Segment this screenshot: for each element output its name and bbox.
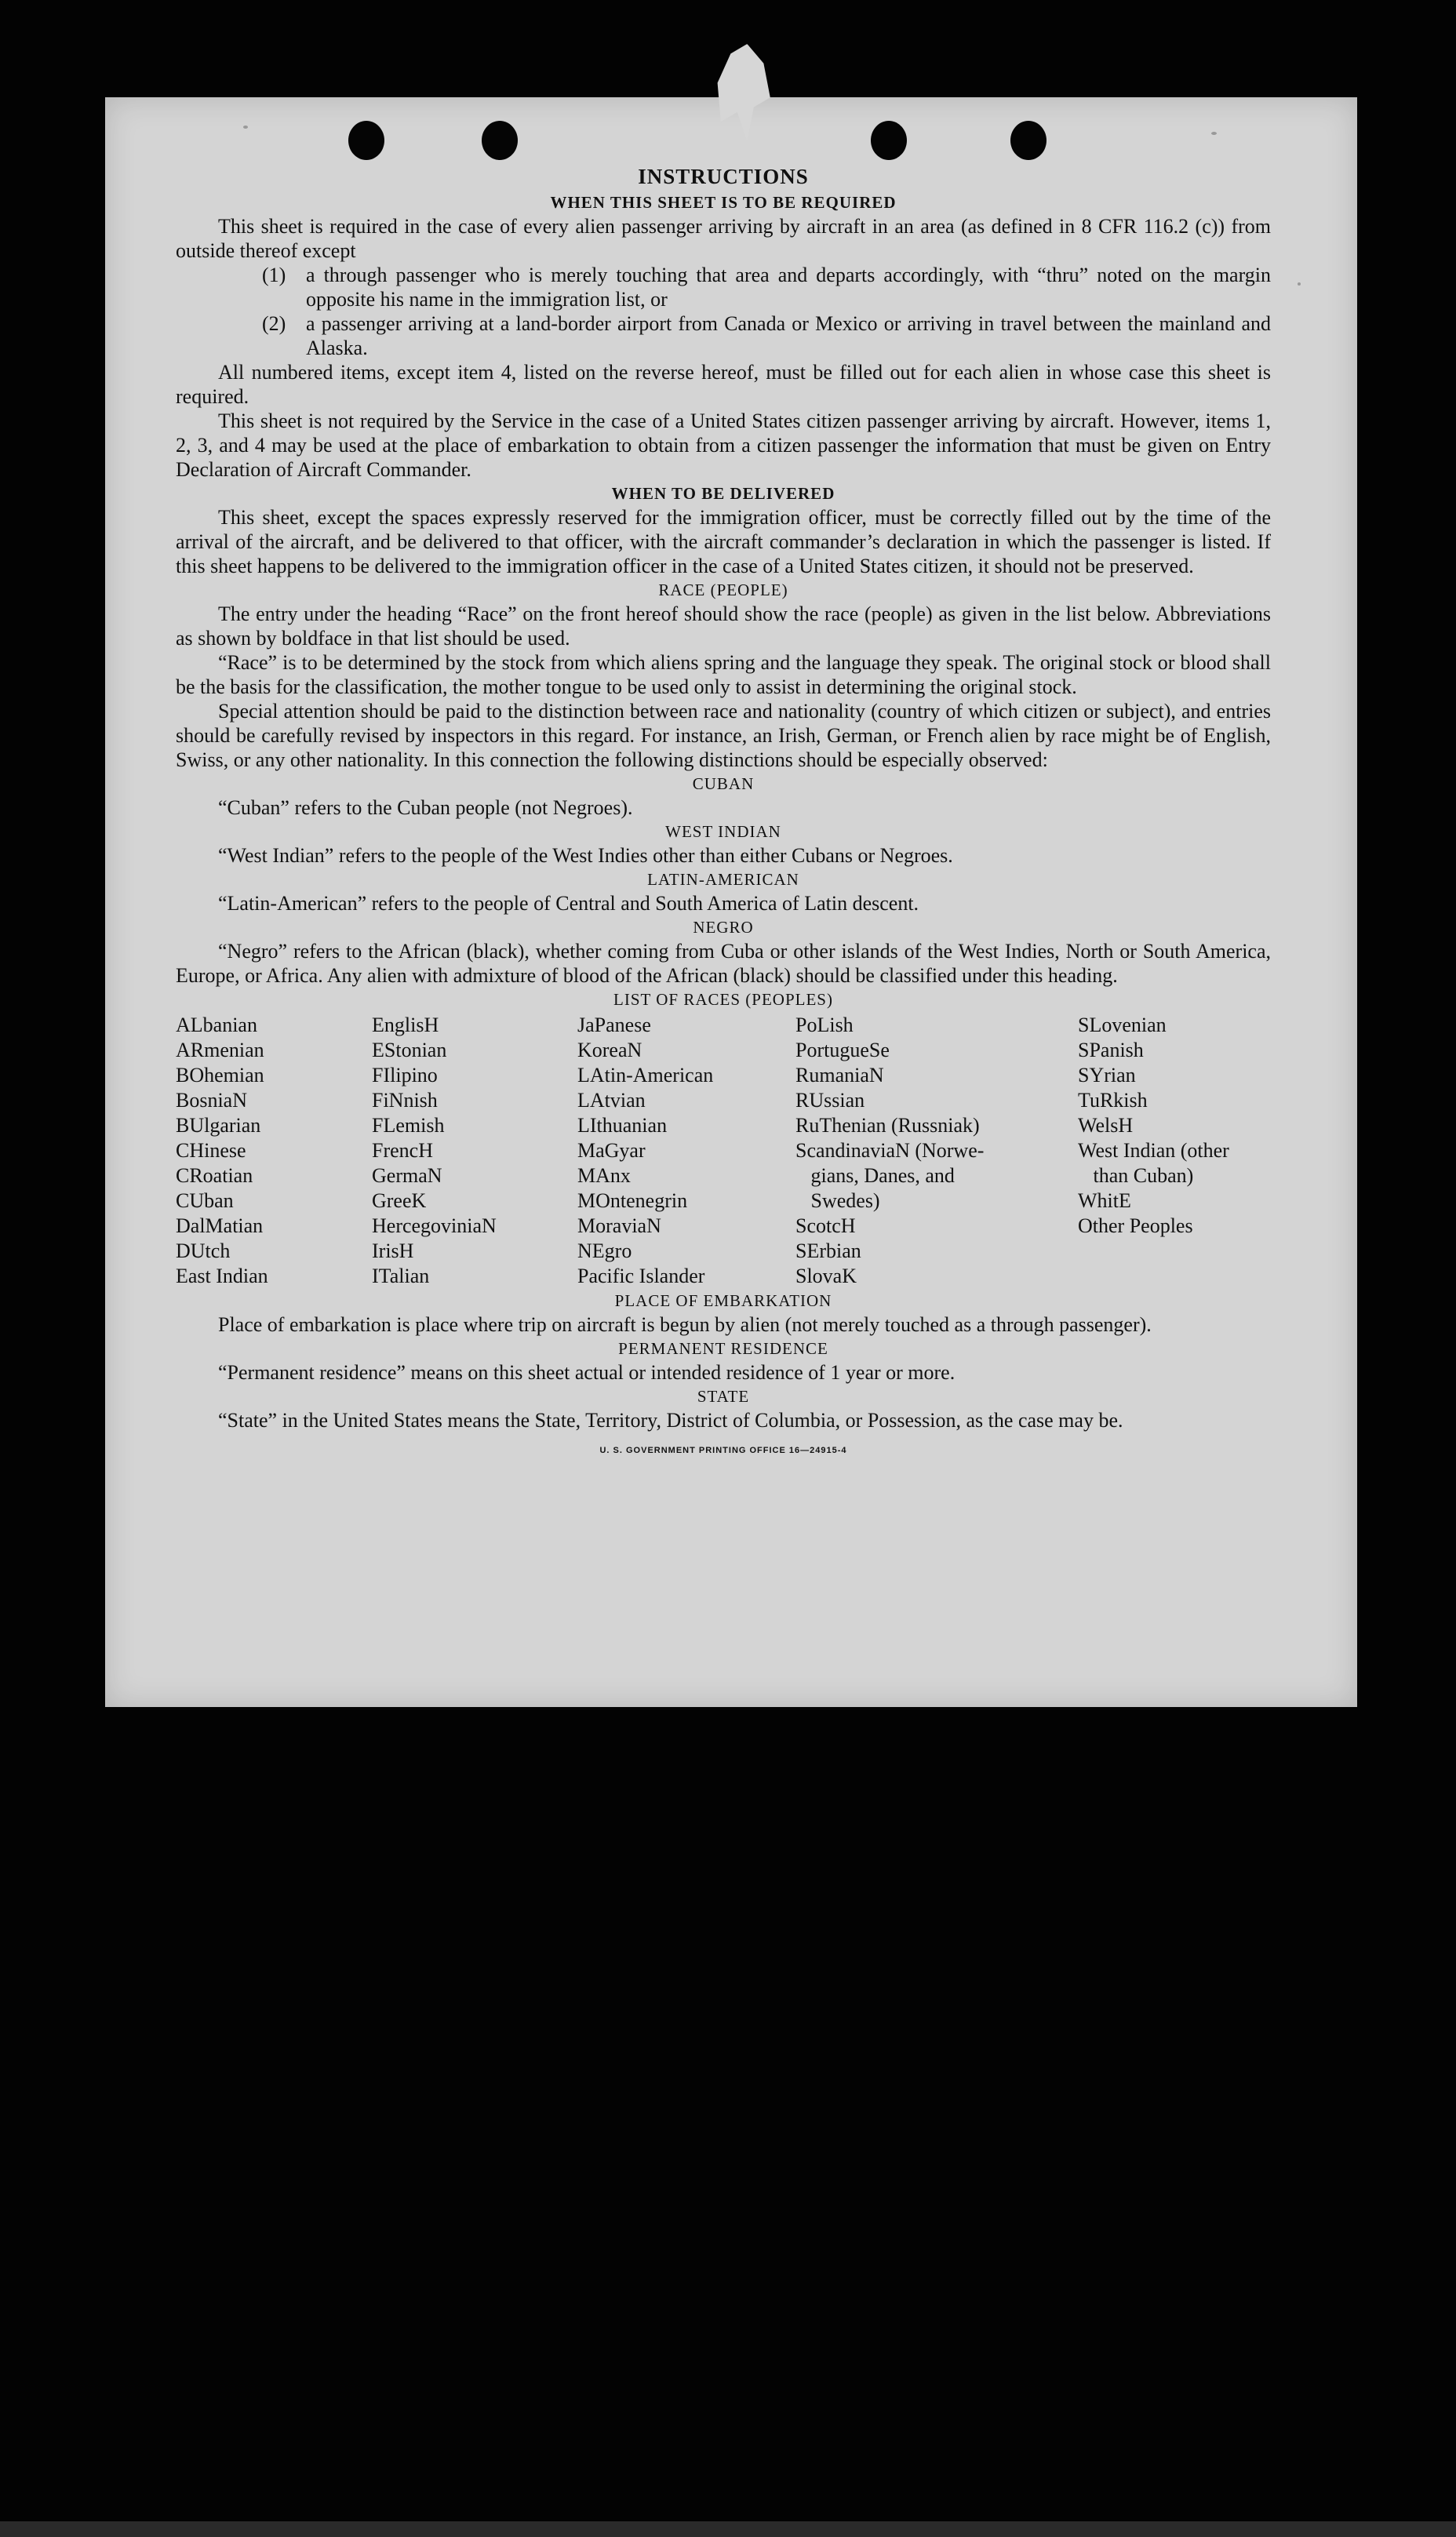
race-entry: DUtch [176,1239,231,1262]
negro-paragraph: “Negro” refers to the African (black), whether coming from Cuba or other islands of the West Indies, North or South America, Europe, or Africa. Any alien with admixture of blood of the African (black) should be classified under this heading. [176,940,1271,987]
race-entry: ScandinaviaN (Norwe- [795,1139,985,1162]
heading-race: RACE (PEOPLE) [658,581,788,599]
race-entry: WelsH [1078,1114,1134,1137]
heading-cuban: CUBAN [692,774,755,793]
numbered-items-paragraph: All numbered items, except item 4, listed on the reverse hereof, must be filled out for each alien in whose case this sheet is required. [176,361,1271,408]
exception-text: a through passenger who is merely touching that area and departs accordingly, with “thru” noted on the margin opposite his name in the immigration list, or [306,264,1271,311]
race-entry: PoLish [795,1014,854,1036]
race-entry: Pacific Islander [577,1265,705,1287]
exception-number: (1) [262,264,286,286]
race-entry: RuThenian (Russniak) [795,1114,980,1137]
race-entry: MAnx [577,1164,631,1187]
latin-american-paragraph: “Latin-American” refers to the people of Central and South America of Latin descent. [218,892,919,915]
race-entry: DalMatian [176,1214,264,1237]
race-entry: CHinese [176,1139,246,1162]
heading-negro: NEGRO [693,918,754,937]
race-entry: East Indian [176,1265,268,1287]
race-entry: BOhemian [176,1064,264,1087]
punch-hole [871,121,907,160]
dust-speck [1298,282,1301,286]
races-column [372,1013,577,1289]
race-entry: FLemish [372,1114,445,1137]
race-entry: NEgro [577,1239,632,1262]
race-paragraph-2: “Race” is to be determined by the stock from which aliens spring and the language they speak. The original stock or blood shall be the basis for the classification, the mother tongue to be used only to assist in determining the original stock. [176,651,1271,698]
race-entry: EnglisH [372,1014,439,1036]
scan-bottom-strip [0,2521,1456,2537]
races-column [176,1013,372,1289]
race-entry: IrisH [372,1239,414,1262]
race-entry: West Indian (other [1078,1139,1229,1162]
embarkation-paragraph: Place of embarkation is place where trip on aircraft is begun by alien (not merely touched as a through passenger). [218,1313,1152,1336]
exception-item [262,311,1271,360]
punch-hole [1010,121,1046,160]
race-entry: GreeK [372,1189,427,1212]
race-entry: MOntenegrin [577,1189,688,1212]
race-entry: WhitE [1078,1189,1131,1212]
race-entry: CRoatian [176,1164,253,1187]
race-entry: SErbian [795,1239,861,1262]
race-entry: MaGyar [577,1139,646,1162]
race-entry: LAtin-American [577,1064,714,1087]
race-entry: than Cuban) [1078,1164,1194,1187]
residence-paragraph: “Permanent residence” means on this sheet actual or intended residence of 1 year or more. [218,1361,956,1384]
citizen-paragraph: This sheet is not required by the Service in the case of a United States citizen passenger arriving by aircraft. However, items 1, 2, 3, and 4 may be used at the place of embarkation to obtain from a citizen passenger the information that must be given on Entry Declaration of Aircraft Commander. [176,409,1271,481]
document-body [176,165,1271,1463]
races-column [577,1013,795,1289]
race-entry: ITalian [372,1265,430,1287]
punch-hole [482,121,518,160]
race-entry: MoraviaN [577,1214,661,1237]
dust-speck [1211,132,1217,135]
dust-speck [243,126,248,129]
race-entry: BUlgarian [176,1114,261,1137]
race-entry: LAtvian [577,1089,646,1112]
race-entry: RUssian [795,1089,865,1112]
races-column [795,1013,1078,1289]
page-title: INSTRUCTIONS [638,165,809,188]
race-entry: ARmenian [176,1039,264,1061]
race-entry: GermaN [372,1164,442,1187]
race-entry: EStonian [372,1039,447,1061]
race-paragraph-1: The entry under the heading “Race” on the front hereof should show the race (people) as given in the list below. Abbreviations as shown by boldface in that list should be used. [176,602,1271,650]
heading-state: STATE [697,1387,750,1406]
race-entry: LIthuanian [577,1114,668,1137]
race-entry: SPanish [1078,1039,1144,1061]
race-entry: HercegoviniaN [372,1214,497,1237]
race-entry: ScotcH [795,1214,856,1237]
exception-item [262,263,1271,311]
printing-office-imprint: U. S. GOVERNMENT PRINTING OFFICE 16—24915-4 [599,1446,847,1455]
delivery-paragraph: This sheet, except the spaces expressly reserved for the immigration officer, must be correctly filled out by the time of the arrival of the aircraft, and be delivered to that officer, with the aircraft commander’s declaration in which the passenger is listed. If this sheet happens to be delivered to the immigration officer in the case of a United States citizen, it should not be preserved. [176,506,1271,577]
west-indian-paragraph: “West Indian” refers to the people of the West Indies other than either Cubans or Negroes. [218,844,953,867]
punch-hole [348,121,384,160]
heading-embarkation: PLACE OF EMBARKATION [614,1291,832,1310]
race-entry: JaPanese [577,1014,651,1036]
race-entry: BosniaN [176,1089,247,1112]
race-entry: SLovenian [1078,1014,1167,1036]
race-entry: FIlipino [372,1064,438,1087]
race-entry: Swedes) [795,1189,880,1212]
when-required-intro: This sheet is required in the case of every alien passenger arriving by aircraft in an area (as defined in 8 CFR 116.2 (c)) from outside thereof except [176,215,1271,262]
race-entry: TuRkish [1078,1089,1148,1112]
race-entry: Other Peoples [1078,1214,1193,1237]
heading-west-indian: WEST INDIAN [665,822,781,841]
cuban-paragraph: “Cuban” refers to the Cuban people (not Negroes). [218,796,633,819]
heading-permanent-residence: PERMANENT RESIDENCE [618,1339,828,1358]
race-entry: FrencH [372,1139,433,1162]
exception-number: (2) [262,312,286,335]
race-entry: FiNnish [372,1089,438,1112]
race-entry: ALbanian [176,1014,257,1036]
race-entry: SYrian [1078,1064,1136,1087]
races-column [1078,1013,1271,1289]
exception-text: a passenger arriving at a land-border airport from Canada or Mexico or arriving in travel between the mainland and Alaska. [306,312,1271,359]
race-entry: RumaniaN [795,1064,884,1087]
state-paragraph: “State” in the United States means the State, Territory, District of Columbia, or Possession, as the case may be. [218,1409,1123,1432]
race-entry: gians, Danes, and [795,1164,955,1187]
heading-when-required: WHEN THIS SHEET IS TO BE REQUIRED [550,193,897,212]
race-entry: CUban [176,1189,234,1212]
document-sheet [105,97,1357,1707]
heading-when-delivered: WHEN TO BE DELIVERED [611,484,835,503]
races-list [176,1013,1271,1289]
race-entry: SlovaK [795,1265,857,1287]
heading-list-of-races: LIST OF RACES (PEOPLES) [613,990,833,1009]
race-entry: KoreaN [577,1039,642,1061]
heading-latin-american: LATIN-AMERICAN [647,870,799,889]
race-entry: PortugueSe [795,1039,890,1061]
race-paragraph-3: Special attention should be paid to the distinction between race and nationality (country of which citizen or subject), and entries should be carefully revised by inspectors in this regard. For instance, an Irish, German, or French alien by race might be of English, Swiss, or any other nationality. In this connection the following distinctions should be especially observed: [176,700,1271,771]
